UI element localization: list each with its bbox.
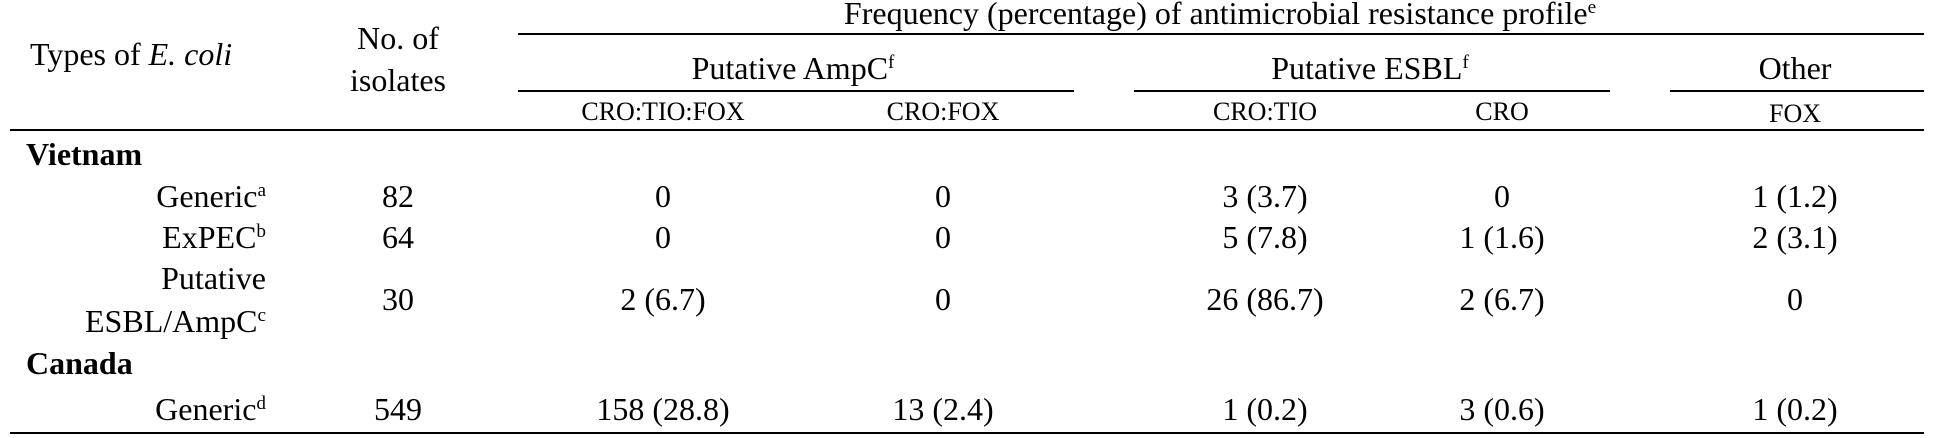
row-label-vn-generic-text: Generic	[156, 178, 258, 214]
section-vietnam: Vietnam	[26, 136, 143, 172]
cell-ca-generic-n: 549	[374, 391, 422, 427]
cell-ca-generic-esbl2: 3 (0.6)	[1459, 391, 1545, 427]
row-label-ca-generic-footnote: d	[256, 393, 266, 415]
cell-vn-expec-ampc1: 0	[655, 219, 671, 255]
row-label-ca-generic	[155, 393, 266, 425]
header-group-esbl	[1271, 52, 1469, 84]
group-ampc-label: Putative AmpC	[691, 50, 889, 86]
section-canada: Canada	[26, 345, 133, 381]
cell-ca-generic-other1: 1 (0.2)	[1752, 391, 1838, 427]
cell-vn-expec-other1: 2 (3.1)	[1752, 219, 1838, 255]
cell-vn-expec-esbl1: 5 (7.8)	[1222, 219, 1308, 255]
subheader-cro: CRO	[1475, 97, 1529, 126]
group-esbl-label: Putative ESBL	[1271, 50, 1463, 86]
header-isolates-line1: No. of	[357, 20, 439, 56]
rule-header-bottom	[10, 129, 1924, 131]
header-isolates-line2: isolates	[350, 62, 446, 98]
rule-table-bottom	[10, 432, 1924, 434]
group-esbl-footnote-mark: f	[1462, 52, 1469, 74]
cell-vn-putative-ampc2: 0	[935, 281, 951, 317]
rule-group-esbl	[1134, 90, 1610, 92]
cell-vn-generic-other1: 1 (1.2)	[1752, 178, 1838, 214]
header-frequency-title	[844, 0, 1596, 29]
row-label-vn-expec-footnote: b	[256, 221, 266, 243]
cell-vn-expec-ampc2: 0	[935, 219, 951, 255]
rule-group-ampc	[518, 90, 1074, 92]
row-label-vn-expec-text: ExPEC	[162, 219, 257, 255]
cell-vn-expec-esbl2: 1 (1.6)	[1459, 219, 1545, 255]
cell-ca-generic-esbl1: 1 (0.2)	[1222, 391, 1308, 427]
subheader-fox: FOX	[1768, 99, 1822, 128]
cell-vn-generic-n: 82	[382, 178, 414, 214]
row-label-vn-generic	[156, 180, 266, 212]
subheader-cro-tio-fox: CRO:TIO:FOX	[581, 97, 745, 126]
header-group-other: Other	[1758, 50, 1832, 86]
header-group-ampc	[692, 52, 895, 84]
row-label-vn-putative-line1: Putative	[161, 260, 266, 296]
cell-vn-putative-n: 30	[382, 281, 414, 317]
cell-vn-putative-esbl1: 26 (86.7)	[1206, 281, 1324, 317]
cell-ca-generic-ampc1: 158 (28.8)	[596, 391, 730, 427]
header-types-prefix: Types of	[30, 36, 149, 72]
rule-group-other	[1670, 90, 1924, 92]
frequency-title-text: Frequency (percentage) of antimicrobial resistance profile	[843, 0, 1588, 31]
row-label-vn-putative-line2-text: ESBL/AmpC	[85, 303, 258, 339]
row-label-vn-expec	[162, 221, 266, 253]
row-label-vn-putative-footnote: c	[257, 305, 266, 327]
cell-vn-generic-ampc1: 0	[655, 178, 671, 214]
cell-vn-generic-ampc2: 0	[935, 178, 951, 214]
row-label-ca-generic-text: Generic	[155, 391, 257, 427]
cell-vn-putative-other1: 0	[1787, 281, 1803, 317]
cell-ca-generic-ampc2: 13 (2.4)	[892, 391, 994, 427]
rule-frequency	[518, 33, 1924, 35]
cell-vn-putative-ampc1: 2 (6.7)	[620, 281, 706, 317]
header-types-of-ecoli	[30, 38, 232, 70]
row-label-vn-generic-footnote: a	[257, 180, 266, 202]
frequency-footnote-mark: e	[1587, 0, 1597, 19]
cell-vn-generic-esbl1: 3 (3.7)	[1222, 178, 1308, 214]
cell-vn-expec-n: 64	[382, 219, 414, 255]
subheader-cro-tio: CRO:TIO	[1213, 97, 1317, 126]
cell-vn-generic-esbl2: 0	[1494, 178, 1510, 214]
header-types-italic: E. coli	[148, 36, 233, 72]
row-label-vn-putative-line2	[85, 305, 266, 337]
cell-vn-putative-esbl2: 2 (6.7)	[1459, 281, 1545, 317]
group-ampc-footnote-mark: f	[888, 52, 895, 74]
subheader-cro-fox: CRO:FOX	[886, 97, 1000, 126]
